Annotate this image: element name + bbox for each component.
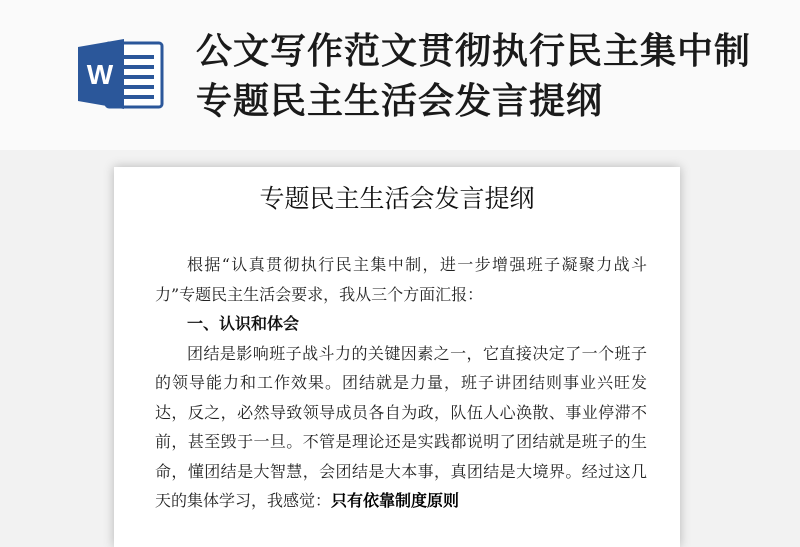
body-paragraph xyxy=(155,339,647,516)
word-icon-letter: W xyxy=(86,59,114,90)
section-heading: 一、认识和体会 xyxy=(187,314,300,333)
header-banner xyxy=(0,0,800,150)
document-heading: 专题民主生活会发言提纲 xyxy=(259,184,535,213)
bold-emphasis-text: 只有依靠制度原则 xyxy=(331,491,460,510)
intro-paragraph: 根据“认真贯彻执行民主集中制，进一步增强班子凝聚力战斗力”专题民主生活会要求，我从三个方面汇报： xyxy=(155,255,647,304)
document-preview xyxy=(114,167,680,547)
page-title: 公文写作范文贯彻执行民主集中制专题民主生活会发言提纲 xyxy=(196,31,752,122)
word-document-icon xyxy=(76,37,166,111)
body-paragraph-text: 团结是影响班子战斗力的关键因素之一，它直接决定了一个班子的领导能力和工作效果。团结就是力量，班子讲团结则事业兴旺发达，反之，必然导致领导成员各自为政，队伍人心涣散、事业停滞不前，甚至毁于一旦。不管是理论还是实践都说明了团结就是班子的生命，懂团结是大智慧，会团结是大本事，真团结是大境界。经过这几天的集体学习，我感觉： xyxy=(155,343,647,510)
document-body xyxy=(155,250,647,516)
